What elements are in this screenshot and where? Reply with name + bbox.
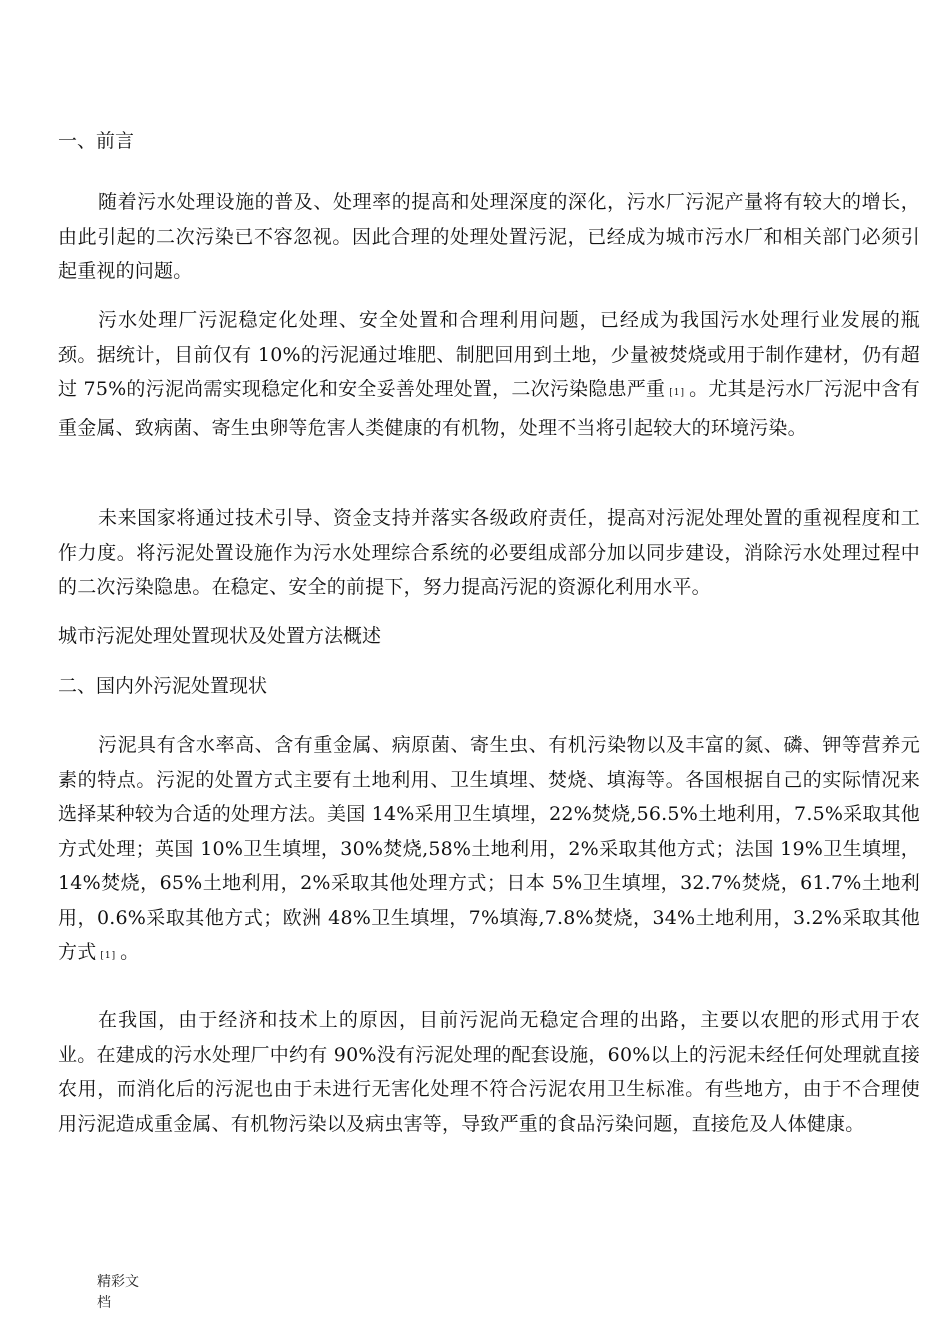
section-heading-preface: 一、前言 <box>58 130 135 152</box>
paragraph-text: 污水处理厂污泥稳定化处理、安全处置和合理利用问题，已经成为我国污水处理行业发展的瓶颈。据统计，目前仅有 10%的污泥通过堆肥、制肥回用到土地，少量被焚烧或用于制作建材，仍有超过 75%的污泥尚需实现稳定化和安全妥善处理处置，二次污染隐患严重 <box>58 309 920 400</box>
page-footer: 精彩文档 <box>97 1274 139 1311</box>
document-subtitle: 城市污泥处理处置现状及处置方法概述 <box>58 625 382 647</box>
paragraph-text: 。尤其是污水厂污泥中含有重金属、致病菌、寄生虫卵等危害人类健康的有机物，处理不当将引起较大的环境污染。 <box>58 378 920 439</box>
paragraph-status-1 <box>58 728 920 974</box>
paragraph-preface-3: 未来国家将通过技术引导、资金支持并落实各级政府责任，提高对污泥处理处置的重视程度和工作力度。将污泥处置设施作为污水处理综合系统的必要组成部分加以同步建设，消除污水处理过程中的二次污染隐患。在稳定、安全的前提下，努力提高污泥的资源化利用水平。 <box>58 507 920 598</box>
paragraph-preface-1: 随着污水处理设施的普及、处理率的提高和处理深度的深化，污水厂污泥产量将有较大的增长，由此引起的二次污染已不容忽视。因此合理的处理处置污泥，已经成为城市污水厂和相关部门必须引起重视的问题。 <box>58 191 920 282</box>
citation-marker: [1] <box>100 951 117 961</box>
paragraph-text: 污泥具有含水率高、含有重金属、病原菌、寄生虫、有机污染物以及丰富的氮、磷、钾等营养元素的特点。污泥的处置方式主要有土地利用、卫生填埋、焚烧、填海等。各国根据自己的实际情况来选择某种较为合适的处理方法。美国 14%采用卫生填埋，22%焚烧,56.5%土地利用，7.5%采取其他方式处理；英国 10%卫生填埋，30%焚烧,58%土地利用，2%采取其他方式；法国 19%卫生填埋，14%焚烧，65%土地利用，2%采取其他处理方式；日本 5%卫生填埋，32.7%焚烧，61.7%土地利用，0.6%采取其他方式；欧洲 48%卫生填埋，7%填海,7.8%焚烧，34%土地利用，3.2%采取其他方式 <box>58 734 920 963</box>
paragraph-preface-2 <box>58 303 920 445</box>
paragraph-status-2: 在我国，由于经济和技术上的原因，目前污泥尚无稳定合理的出路，主要以农肥的形式用于农业。在建成的污水处理厂中约有 90%没有污泥处理的配套设施，60%以上的污泥未经任何处理就直接农用，而消化后的污泥也由于未进行无害化处理不符合污泥农用卫生标准。有些地方，由于不合理使用污泥造成重金属、有机物污染以及病虫害等，导致严重的食品污染问题，直接危及人体健康。 <box>58 1009 920 1135</box>
paragraph-text: 。 <box>120 941 140 963</box>
citation-marker: [1] <box>669 388 686 398</box>
section-heading-status: 二、国内外污泥处置现状 <box>58 675 268 697</box>
